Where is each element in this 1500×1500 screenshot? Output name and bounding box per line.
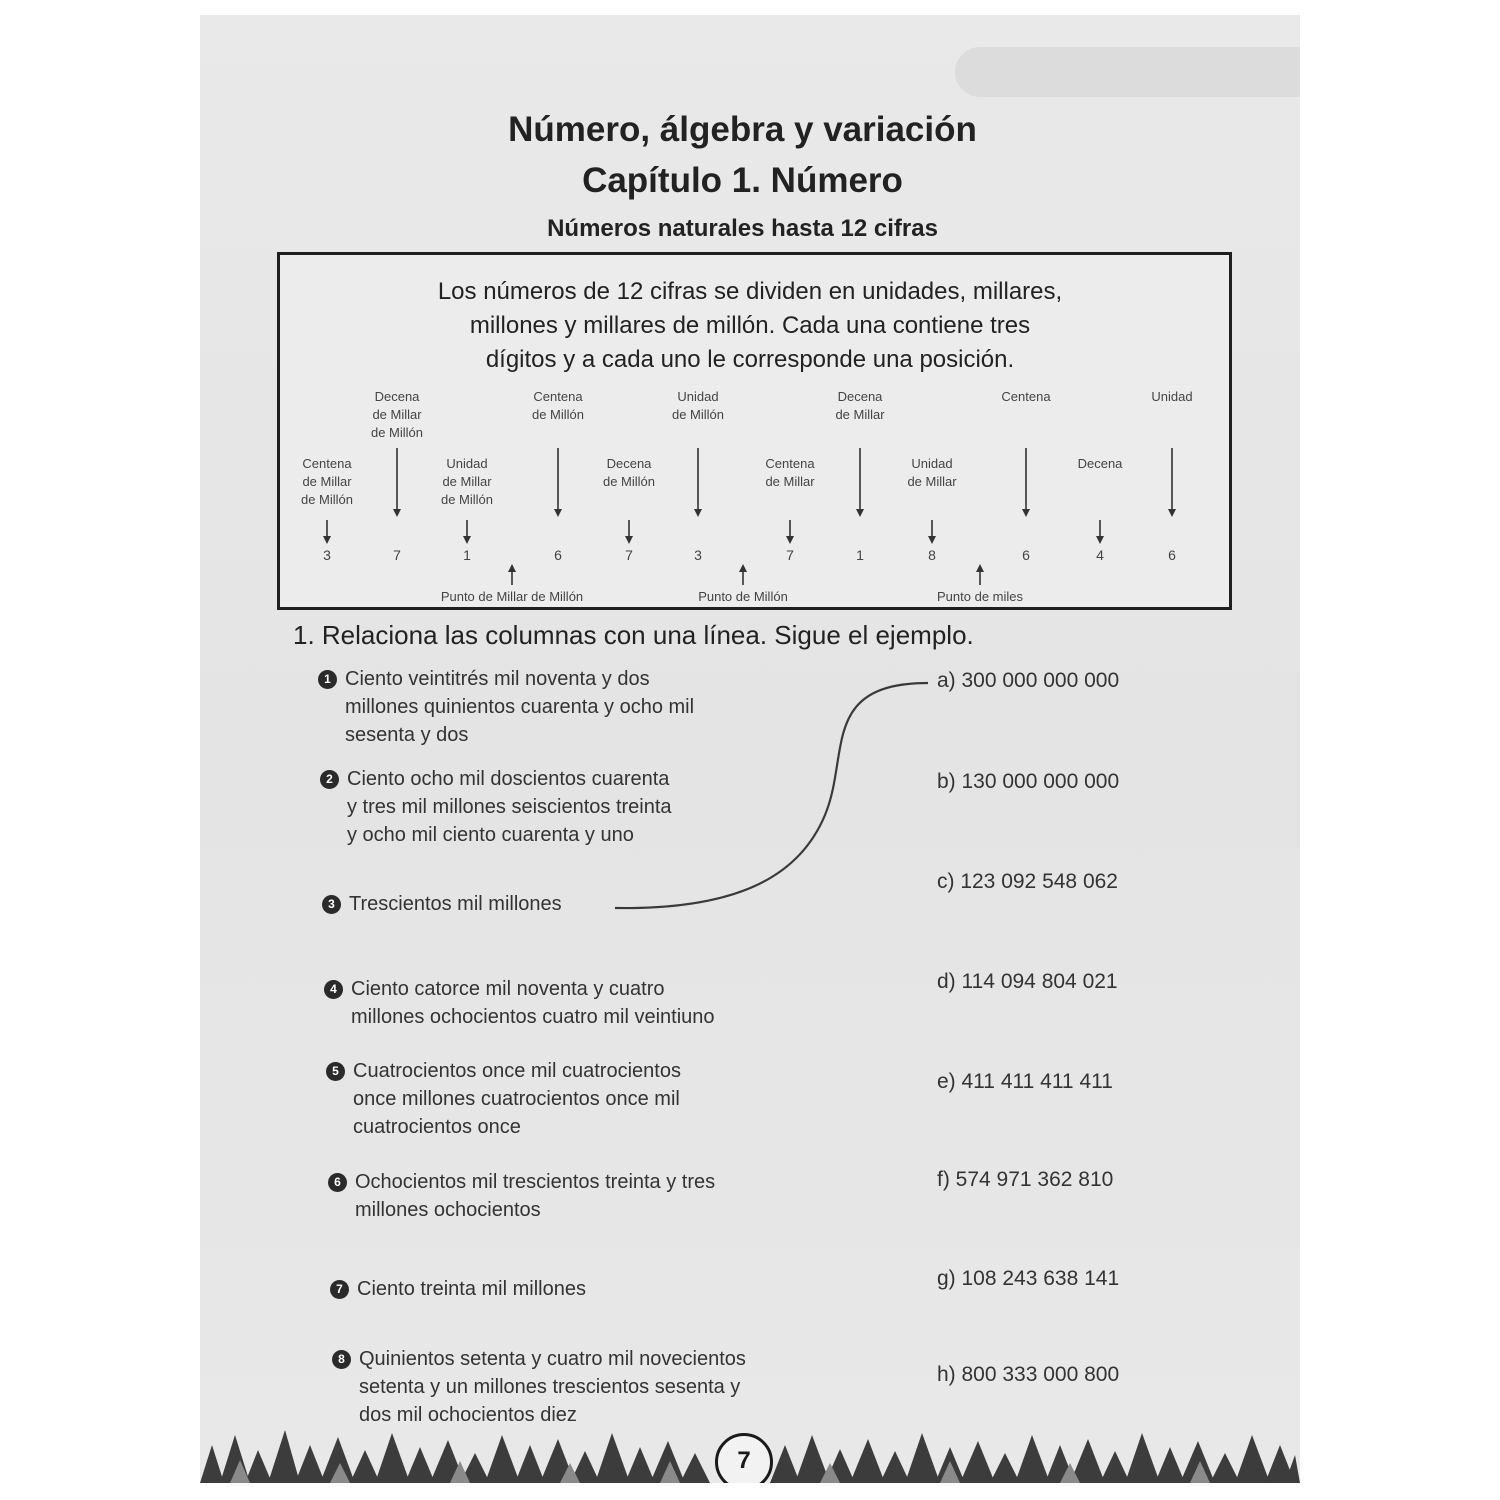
digit: 6 xyxy=(1168,547,1176,563)
place-label: Decena xyxy=(837,389,883,404)
place-label: Decena xyxy=(606,456,652,471)
statement-item[interactable] xyxy=(326,1057,746,1141)
answer-option[interactable]: d) 114 094 804 021 xyxy=(937,970,1118,993)
statement-item[interactable] xyxy=(320,765,740,849)
place-label: de Millar xyxy=(372,407,422,422)
section-subtitle: Números naturales hasta 12 cifras xyxy=(547,215,938,242)
separator-arrow-head xyxy=(739,564,747,572)
statement-line: y tres mil millones seiscientos treinta xyxy=(347,796,672,818)
info-line: millones y millares de millón. Cada una contiene tres xyxy=(469,312,1031,339)
place-arrow-head xyxy=(1168,509,1176,517)
answer-option[interactable]: a) 300 000 000 000 xyxy=(937,669,1120,692)
place-label: Unidad xyxy=(911,456,953,471)
place-label: Centena xyxy=(765,456,815,471)
place-label: Unidad xyxy=(446,456,488,471)
separator-label: Punto de miles xyxy=(937,589,1023,604)
place-label: de Millar xyxy=(907,474,957,489)
statement-line: Trescientos mil millones xyxy=(349,893,562,915)
statement-line: Ciento treinta mil millones xyxy=(357,1278,586,1300)
item-number-badge: 2 xyxy=(320,770,339,789)
place-arrow-head xyxy=(463,536,471,544)
statement-line: setenta y un millones trescientos sesenta y xyxy=(359,1376,741,1398)
statement-item[interactable] xyxy=(318,665,738,749)
statement-line: Ciento ocho mil doscientos cuarenta xyxy=(347,768,670,790)
place-label: Decena xyxy=(374,389,420,404)
bleed-through-tab xyxy=(955,47,1300,97)
place-label: de Millar xyxy=(442,474,492,489)
chapter-title: Capítulo 1. Número xyxy=(582,161,903,200)
place-label: de Millón xyxy=(440,492,494,507)
answer-option[interactable]: c) 123 092 548 062 xyxy=(937,870,1118,893)
place-label: Unidad xyxy=(1151,389,1193,404)
place-value-diagram xyxy=(280,255,1229,607)
separator-arrow-head xyxy=(976,564,984,572)
digit: 7 xyxy=(786,547,794,563)
place-label: de Millón xyxy=(300,492,354,507)
digit: 8 xyxy=(928,547,936,563)
digit: 1 xyxy=(856,547,864,563)
place-label: Unidad xyxy=(677,389,719,404)
place-arrow-head xyxy=(625,536,633,544)
place-label: de Millón xyxy=(602,474,656,489)
page-title: Número, álgebra y variación xyxy=(508,110,977,149)
info-line: dígitos y a cada uno le corresponde una posición. xyxy=(485,346,1015,373)
place-arrow-head xyxy=(1022,509,1030,517)
exercise-instruction: 1. Relaciona las columnas con una línea. Sigue el ejemplo. xyxy=(293,620,974,650)
statement-item[interactable] xyxy=(324,975,744,1031)
statement-line: Ciento veintitrés mil noventa y dos xyxy=(345,668,650,690)
digit: 3 xyxy=(694,547,702,563)
separator-label: Punto de Millón xyxy=(698,589,788,604)
info-box xyxy=(277,252,1232,610)
statement-line: Quinientos setenta y cuatro mil novecientos xyxy=(359,1348,746,1370)
place-arrow-head xyxy=(786,536,794,544)
digit: 7 xyxy=(625,547,633,563)
place-arrow-head xyxy=(393,509,401,517)
statement-line: y ocho mil ciento cuarenta y uno xyxy=(347,824,634,846)
statement-line: millones ochocientos xyxy=(355,1199,541,1221)
place-arrow-head xyxy=(928,536,936,544)
workbook-page xyxy=(200,15,1300,1483)
page-number: 7 xyxy=(715,1433,773,1483)
item-number-badge: 5 xyxy=(326,1062,345,1081)
answer-option[interactable]: b) 130 000 000 000 xyxy=(937,770,1120,793)
statement-line: cuatrocientos once xyxy=(353,1116,521,1138)
digit: 3 xyxy=(323,547,331,563)
place-arrow-head xyxy=(554,509,562,517)
answer-option[interactable]: h) 800 333 000 800 xyxy=(937,1363,1120,1386)
place-label: de Millar xyxy=(302,474,352,489)
item-number-badge: 4 xyxy=(324,980,343,999)
digit: 1 xyxy=(463,547,471,563)
separator-label: Punto de Millar de Millón xyxy=(440,589,584,604)
item-number-badge: 1 xyxy=(318,670,337,689)
place-label: Centena xyxy=(1001,389,1051,404)
place-arrow-head xyxy=(694,509,702,517)
place-arrow-head xyxy=(856,509,864,517)
place-label: de Millar xyxy=(835,407,885,422)
info-line: Los números de 12 cifras se dividen en unidades, millares, xyxy=(437,278,1063,305)
place-label: de Millar xyxy=(765,474,815,489)
place-label: Centena xyxy=(302,456,352,471)
answer-option[interactable]: f) 574 971 362 810 xyxy=(937,1168,1114,1191)
statement-line: dos mil ochocientos diez xyxy=(359,1404,577,1426)
place-label: de Millón xyxy=(531,407,585,422)
item-number-badge: 6 xyxy=(328,1173,347,1192)
statement-line: sesenta y dos xyxy=(345,724,469,746)
statement-line: millones ochocientos cuatro mil veintiuno xyxy=(351,1006,715,1028)
place-label: de Millón xyxy=(671,407,725,422)
place-label: de Millón xyxy=(370,425,424,440)
statement-line: millones quinientos cuarenta y ocho mil xyxy=(345,696,695,718)
digit: 6 xyxy=(554,547,562,563)
statement-line: Cuatrocientos once mil cuatrocientos xyxy=(353,1060,681,1082)
statement-item[interactable] xyxy=(322,890,742,918)
statement-item[interactable] xyxy=(328,1168,748,1224)
digit: 6 xyxy=(1022,547,1030,563)
place-arrow-head xyxy=(1096,536,1104,544)
place-label: Centena xyxy=(533,389,583,404)
separator-arrow-head xyxy=(508,564,516,572)
statement-line: Ciento catorce mil noventa y cuatro xyxy=(351,978,665,1000)
item-number-badge: 8 xyxy=(332,1350,351,1369)
answer-option[interactable]: e) 411 411 411 411 xyxy=(937,1070,1113,1093)
digit: 7 xyxy=(393,547,401,563)
statement-item[interactable] xyxy=(330,1275,750,1303)
item-number-badge: 7 xyxy=(330,1280,349,1299)
answer-option[interactable]: g) 108 243 638 141 xyxy=(937,1267,1120,1290)
place-arrow-head xyxy=(323,536,331,544)
item-number-badge: 3 xyxy=(322,895,341,914)
statement-line: Ochocientos mil trescientos treinta y tres xyxy=(355,1171,716,1193)
digit: 4 xyxy=(1096,547,1104,563)
place-label: Decena xyxy=(1077,456,1123,471)
statement-line: once millones cuatrocientos once mil xyxy=(353,1088,680,1110)
